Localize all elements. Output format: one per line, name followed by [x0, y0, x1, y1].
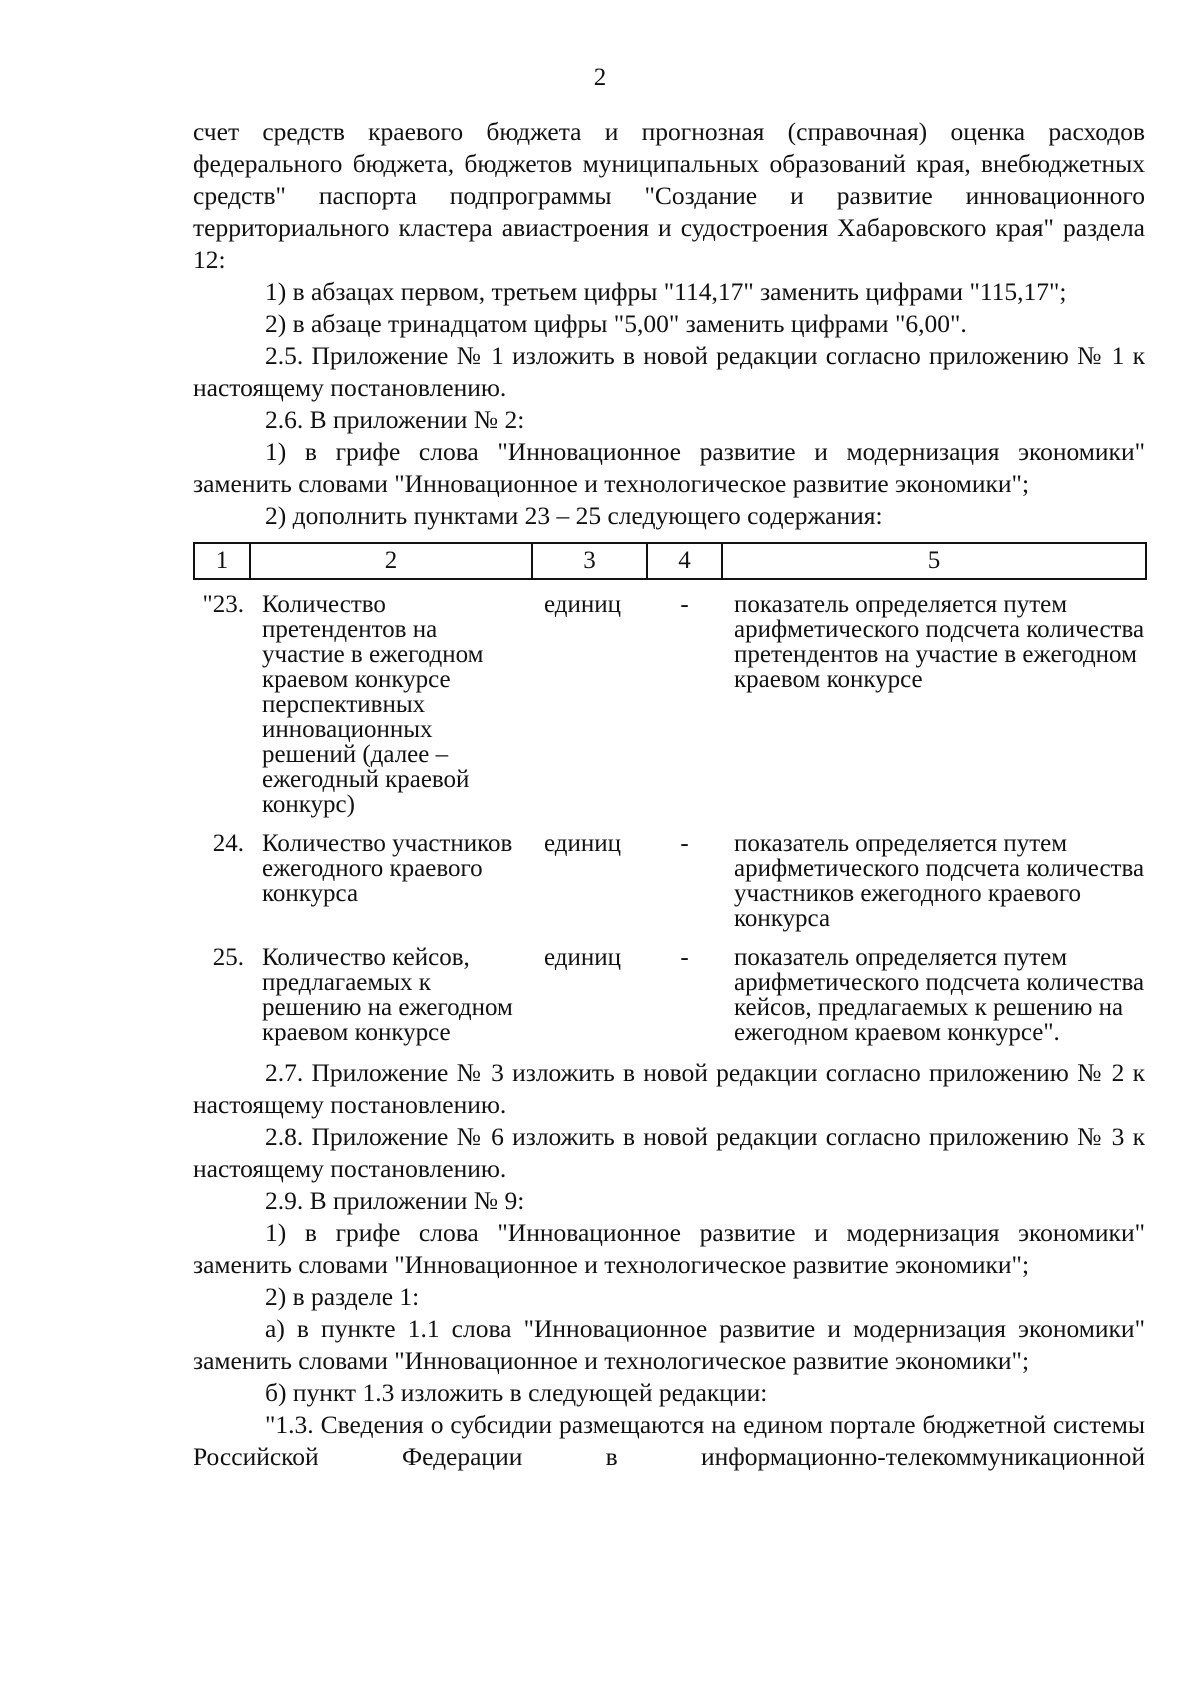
paragraph: 2.7. Приложение № 3 изложить в новой редакции согласно приложению № 2 к настоящему постановлению. [193, 1058, 1145, 1119]
paragraph: 2) в абзаце тринадцатом цифры "5,00" заменить цифрами "6,00". [265, 309, 967, 338]
method-description: показатель определяется путем арифметического подсчета количества претендентов на участие в ежегодном краевом конкурсе [734, 591, 1145, 693]
row-number: 24. [212, 830, 244, 857]
paragraph: а) в пункте 1.1 слова "Инновационное развитие и модернизация экономики" заменить словами "Инновационное и технологическое развитие экономики"; [193, 1314, 1145, 1375]
column-header: 4 [647, 543, 722, 579]
paragraph: 2.8. Приложение № 6 изложить в новой редакции согласно приложению № 3 к настоящему постановлению. [193, 1122, 1145, 1183]
document-body [193, 116, 1145, 1473]
unit: единиц [544, 830, 622, 857]
column-header: 1 [194, 543, 250, 579]
paragraph: б) пункт 1.3 изложить в следующей редакции: [265, 1378, 768, 1407]
value: - [680, 944, 689, 971]
paragraph: 2.9. В приложении № 9: [265, 1186, 525, 1215]
value: - [680, 830, 689, 857]
paragraph: 2.5. Приложение № 1 изложить в новой редакции согласно приложению № 1 к настоящему постановлению. [193, 341, 1145, 402]
column-header: 5 [722, 543, 1146, 579]
value: - [680, 591, 689, 618]
paragraph: 2) дополнить пунктами 23 – 25 следующего содержания: [265, 501, 883, 530]
paragraph: 2) в разделе 1: [265, 1282, 420, 1311]
unit: единиц [544, 944, 622, 971]
table-row [194, 817, 1146, 931]
table-row [194, 579, 1146, 817]
page-number: 2 [593, 64, 607, 91]
row-number: 25. [212, 944, 244, 971]
paragraph: 1) в абзацах первом, третьем цифры "114,17" заменить цифрами "115,17"; [265, 277, 1067, 306]
indicators-table [193, 542, 1147, 1045]
indicator-name: Количество участников ежегодного краевого конкурса [262, 830, 513, 907]
indicator-name: Количество претендентов на участие в ежегодном краевом конкурсе перспективных инновационных решений (далее – ежегодный краевой конкурс) [262, 591, 484, 818]
method-description: показатель определяется путем арифметического подсчета количества кейсов, предлагаемых к решению на ежегодном краевом конкурсе". [734, 944, 1145, 1046]
paragraph: "1.3. Сведения о субсидии размещаются на едином портале бюджетной системы Российской Федерации в информационно-телекоммуникационной [193, 1410, 1145, 1471]
paragraph: 1) в грифе слова "Инновационное развитие и модернизация экономики" заменить словами "Инновационное и технологическое развитие экономики"; [193, 1218, 1145, 1279]
column-header: 2 [250, 543, 532, 579]
table-header-row [194, 543, 1146, 579]
paragraph: 2.6. В приложении № 2: [265, 405, 525, 434]
paragraph: 1) в грифе слова "Инновационное развитие и модернизация экономики" заменить словами "Инновационное и технологическое развитие экономики"; [193, 437, 1145, 498]
indicator-name: Количество кейсов, предлагаемых к решению на ежегодном краевом конкурсе [262, 944, 513, 1046]
unit: единиц [544, 591, 622, 618]
paragraph: счет средств краевого бюджета и прогнозная (справочная) оценка расходов федерального бюджета, бюджетов муниципальных образований края, внебюджетных средств" паспорта подпрограммы "Создание и развитие инновационного территориального кластера авиастроения и судостроения Хабаровского края" раздела 12: [193, 117, 1145, 274]
column-header: 3 [532, 543, 647, 579]
table-row [194, 931, 1146, 1045]
row-number: "23. [202, 591, 244, 618]
method-description: показатель определяется путем арифметического подсчета количества участников ежегодного краевого конкурса [734, 830, 1145, 932]
